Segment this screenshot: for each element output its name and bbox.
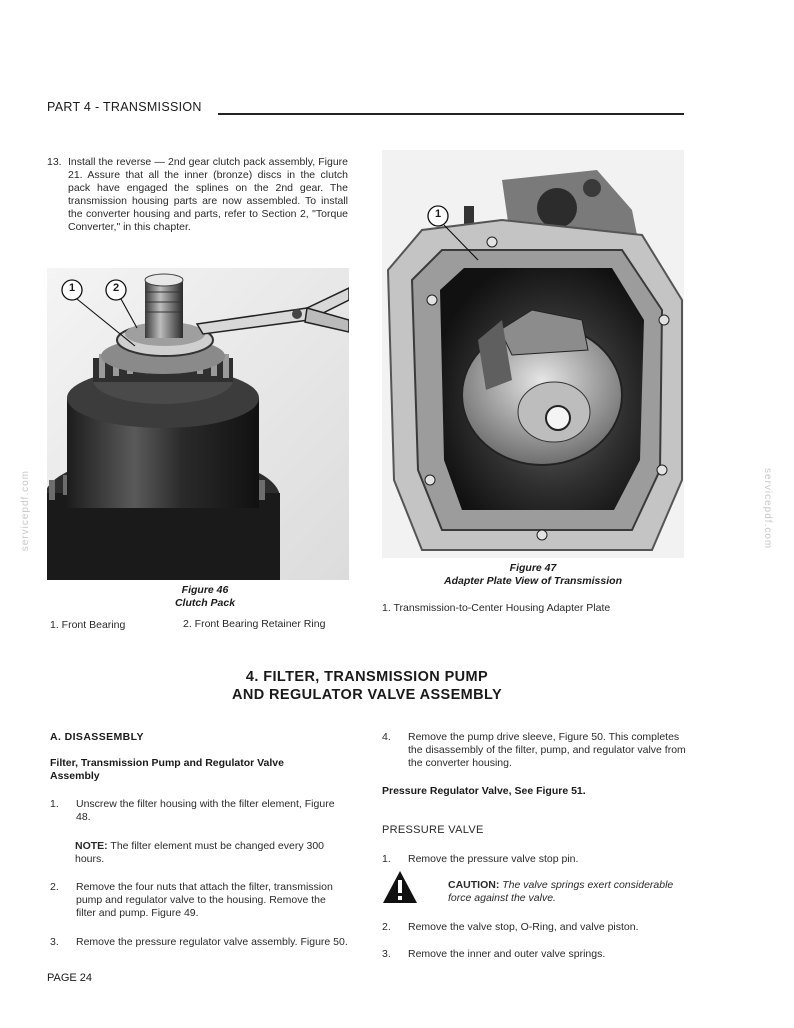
step-number: 1. bbox=[382, 853, 391, 865]
adapter-plate-illustration bbox=[382, 150, 684, 558]
step-number: 4. bbox=[382, 731, 391, 743]
step-number: 1. bbox=[50, 798, 59, 810]
step-number: 2. bbox=[50, 881, 59, 893]
section-title-line-2: AND REGULATOR VALVE ASSEMBLY bbox=[231, 687, 503, 703]
caution-label: CAUTION: bbox=[448, 879, 500, 891]
callout-1-label: 1 bbox=[434, 208, 442, 220]
step-13-text: Install the reverse — 2nd gear clutch pack assembly, Figure 21. Assure that all the inner (bronze) discs in the clutch pack have engaged the splines on the 2nd gear. The transmission housing parts are now assembled. To install the converter housing and parts, refer to Section 2, "Torque Converter," in this chapter. bbox=[68, 156, 348, 233]
figure-46-legend-1: 1. Front Bearing bbox=[50, 619, 126, 631]
pressure-regulator-heading: Pressure Regulator Valve, See Figure 51. bbox=[382, 785, 586, 797]
pressure-valve-label: PRESSURE VALVE bbox=[382, 824, 484, 836]
note-text: The filter element must be changed every 300 hours. bbox=[75, 840, 325, 865]
note-label: NOTE: bbox=[75, 840, 108, 852]
figure-46-photo bbox=[47, 268, 349, 580]
figure-46-legend-2: 2. Front Bearing Retainer Ring bbox=[183, 618, 326, 630]
step-13-number: 13. bbox=[47, 156, 62, 168]
note bbox=[75, 840, 348, 866]
figure-47-legend-1: 1. Transmission-to-Center Housing Adapter Plate bbox=[382, 602, 611, 614]
figure-46-title: Figure 46 bbox=[181, 584, 229, 596]
page-number: PAGE 24 bbox=[47, 972, 93, 984]
section-title-line-1: 4. FILTER, TRANSMISSION PUMP bbox=[245, 669, 489, 685]
step-text: Remove the pressure regulator valve assembly. Figure 50. bbox=[76, 936, 348, 948]
warning-triangle-icon bbox=[382, 870, 418, 904]
figure-47-photo bbox=[382, 150, 684, 558]
clutch-pack-illustration bbox=[47, 268, 349, 580]
caution-block bbox=[448, 879, 688, 905]
step-text: Remove the inner and outer valve springs. bbox=[408, 948, 606, 960]
figure-46-subtitle: Clutch Pack bbox=[174, 597, 236, 609]
step-text: Remove the pressure valve stop pin. bbox=[408, 853, 579, 865]
watermark-right: servicepdf.com bbox=[762, 468, 773, 550]
step-text: Remove the four nuts that attach the filter, transmission pump and regulator valve to the housing. Remove the filter and pump. Figure 49. bbox=[76, 881, 333, 919]
step-number: 2. bbox=[382, 921, 391, 933]
figure-47-subtitle: Adapter Plate View of Transmission bbox=[444, 575, 622, 587]
page-header: PART 4 - TRANSMISSION bbox=[47, 100, 202, 114]
disassembly-heading: A. DISASSEMBLY bbox=[50, 731, 144, 743]
caution-text: The valve springs exert considerable force against the valve. bbox=[448, 879, 674, 904]
step-text: Remove the pump drive sleeve, Figure 50. This completes the disassembly of the filter, pump, and regulator valve from the converter housing. bbox=[408, 731, 686, 769]
figure-47-title: Figure 47 bbox=[509, 562, 557, 574]
callout-2-label: 2 bbox=[112, 282, 120, 294]
step-text: Unscrew the filter housing with the filter element, Figure 48. bbox=[76, 798, 335, 823]
step-number: 3. bbox=[382, 948, 391, 960]
watermark-left: servicepdf.com bbox=[20, 470, 31, 552]
step-text: Remove the valve stop, O-Ring, and valve piston. bbox=[408, 921, 639, 933]
filter-pump-subheading: Filter, Transmission Pump and Regulator Valve Assembly bbox=[50, 757, 284, 782]
step-number: 3. bbox=[50, 936, 59, 948]
callout-1-label: 1 bbox=[68, 282, 76, 294]
header-rule bbox=[218, 113, 684, 115]
